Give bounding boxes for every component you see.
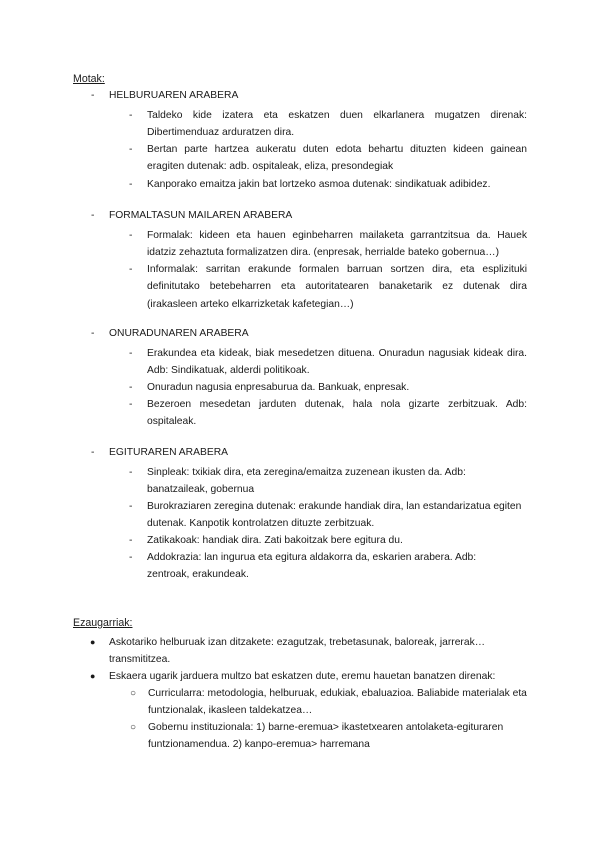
item-dash: - xyxy=(129,264,133,275)
item-text: Bezeroen mesedetan jarduten dutenak, hala nola gizarte zerbitzuak. Adb: ospitaleak. xyxy=(147,399,527,428)
section-title: ONURADUNAREN ARABERA xyxy=(109,328,249,339)
item-text: Eskaera ugarik jarduera multzo bat eskatzen dute, eremu hauetan banatzen direnak: xyxy=(109,671,496,682)
item-text: Informalak: sarritan erakunde formalen barruan sortzen dira, eta esplizituki definitutako betebeharren eta autoritatearen banaketarik ez dutenak dira (irakasleen arteko elkarrizketak kafetegian…) xyxy=(147,264,527,310)
item-text: Curricularra: metodologia, helburuak, edukiak, ebaluazioa. Baliabide materialak eta funtzionalak, ikasleen taldekatzea… xyxy=(148,688,527,717)
item-dash: - xyxy=(129,348,133,359)
hollow-bullet-icon: ○ xyxy=(130,688,137,699)
heading-ezaugarriak: Ezaugarriak: xyxy=(73,617,133,629)
section-title: HELBURUAREN ARABERA xyxy=(109,90,239,101)
item-text: Addokrazia: lan ingurua eta egitura aldakorra da, eskarien arabera. Adb: zentroak, erakundeak. xyxy=(147,552,477,581)
item-text: Erakundea eta kideak, biak mesedetzen dituena. Onuradun nagusiak kideak dira. Adb: Sindikatuak, alderdi politikoak. xyxy=(147,348,527,377)
section-dash: - xyxy=(91,328,95,339)
section-dash: - xyxy=(91,447,95,458)
heading-motak: Motak: xyxy=(73,73,105,85)
section-dash: - xyxy=(91,210,95,221)
item-text: Gobernu instituzionala: 1) barne-eremua> ikastetxearen antolaketa-egituraren funtzionamendua. 2) kanpo-eremua> harremana xyxy=(148,722,504,751)
hollow-bullet-icon: ○ xyxy=(130,722,137,733)
section-title: EGITURAREN ARABERA xyxy=(109,447,229,458)
item-dash: - xyxy=(129,144,133,155)
item-text: Bertan parte hartzea aukeratu duten edota behartu dituzten kideen gainean eragiten dutenak: adb. ospitaleak, eliza, presondegiak xyxy=(147,144,527,173)
item-text: Onuradun nagusia enpresaburua da. Bankuak, enpresak. xyxy=(147,382,410,393)
item-dash: - xyxy=(129,501,133,512)
item-text: Askotariko helburuak izan ditzakete: ezagutzak, trebetasunak, baloreak, jarrerak… transmititzea. xyxy=(109,637,486,666)
item-text: Kanporako emaitza jakin bat lortzeko asmoa dutenak: sindikatuak adibidez. xyxy=(147,179,491,190)
item-dash: - xyxy=(129,179,133,190)
bullet-icon: ● xyxy=(90,637,96,647)
item-dash: - xyxy=(129,230,133,241)
item-dash: - xyxy=(129,552,133,563)
item-text: Sinpleak: txikiak dira, eta zeregina/emaitza zuzenean ikusten da. Adb: banatzaileak, gobernua xyxy=(147,467,466,496)
item-dash: - xyxy=(129,110,133,121)
item-text: Burokraziaren zeregina dutenak: erakunde handiak dira, lan estandarizatua egiten dutenak. Kanpotik kontrolatzen dituzte zerbitzuak. xyxy=(147,501,522,530)
item-dash: - xyxy=(129,399,133,410)
item-dash: - xyxy=(129,382,133,393)
item-text: Formalak: kideen eta hauen eginbeharren mailaketa garrantzitsua da. Hauek idatziz zehaztuta formalizatzen dira. (enpresak, herrialde bateko gobernua…) xyxy=(147,230,527,259)
bullet-icon: ● xyxy=(90,671,96,681)
section-title: FORMALTASUN MAILAREN ARABERA xyxy=(109,210,293,221)
item-dash: - xyxy=(129,467,133,478)
section-dash: - xyxy=(91,90,95,101)
item-text: Zatikakoak: handiak dira. Zati bakoitzak bere egitura du. xyxy=(147,535,403,546)
item-dash: - xyxy=(129,535,133,546)
item-text: Taldeko kide izatera eta eskatzen duen elkarlanera mugatzen direnak: Dibertimenduaz arduratzen dira. xyxy=(147,110,527,139)
